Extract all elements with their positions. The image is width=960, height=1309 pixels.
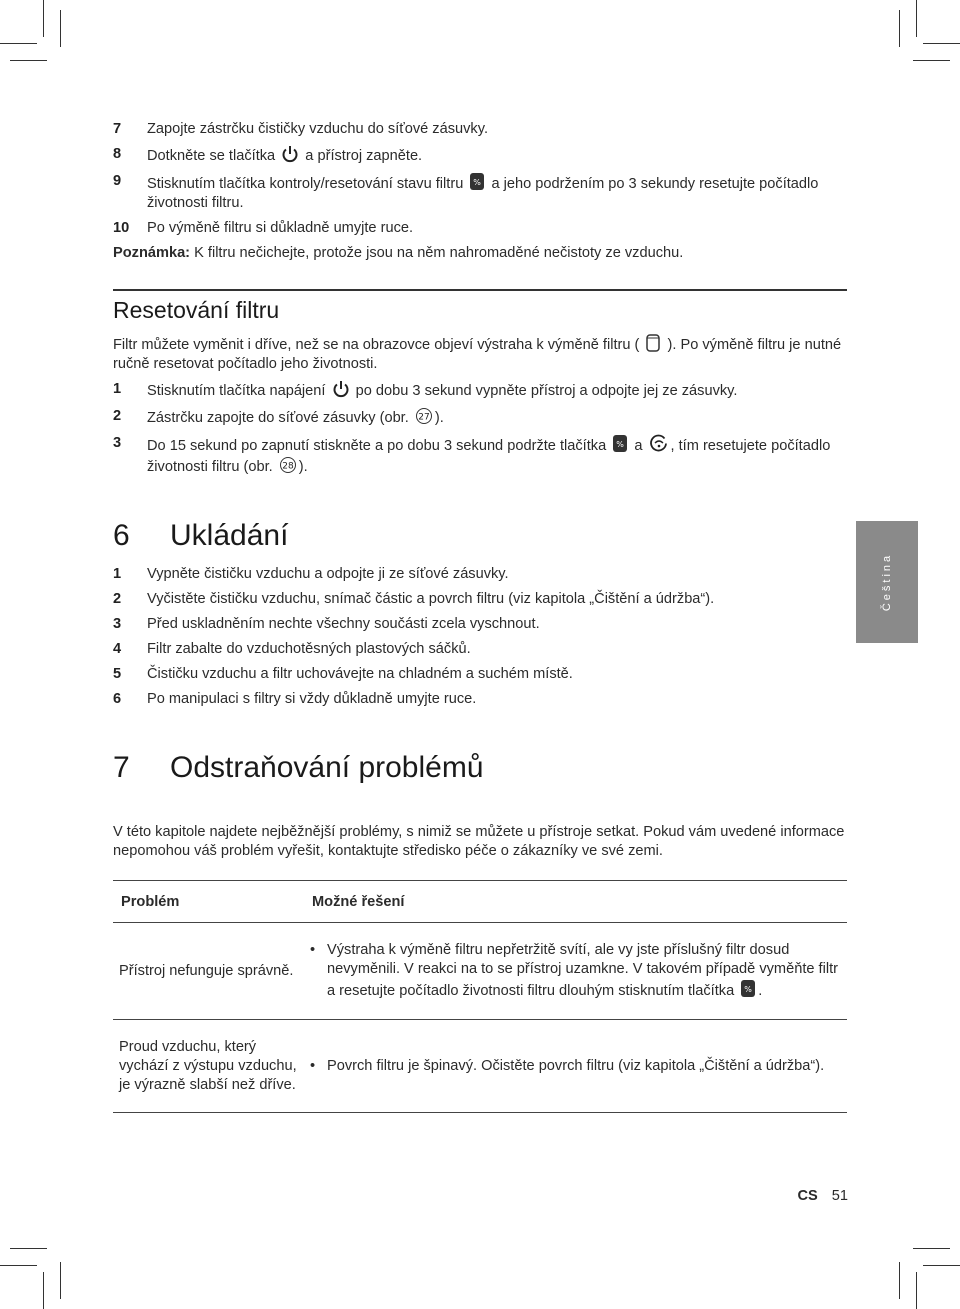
reset-intro: Filtr můžete vyměnit i dříve, než se na obrazovce objeví výstraha k výměně filtru ( ). Po výměně filtru je nutné ručně resetovat počítadlo jeho životnosti. — [113, 334, 847, 374]
step-text: Zapojte zástrčku čističky vzduchu do síťové zásuvky. — [147, 121, 488, 137]
chapter-title: Ukládání — [170, 519, 289, 552]
solution-cell — [304, 923, 847, 1020]
bullet: • — [310, 942, 316, 958]
step-7 — [113, 120, 847, 139]
storage-step: 5 Čističku vzduchu a filtr uchovávejte na chladném a suchém místě. — [113, 666, 573, 682]
troubleshooting-table — [113, 880, 847, 1113]
page-footer — [760, 1188, 848, 1204]
list-item: • Výstraha k výměně filtru nepřetržitě svítí, ale vy jste příslušný filtr dosud nevyměnili. V reakci na to se přístroj uzamkne. V takovém případě vyměňte filtr a resetujte počítadlo životnosti filtru dlouhým stisknutím tlačítka % . — [310, 942, 838, 999]
storage-step: 1 Vypněte čističku vzduchu a odpojte ji ze síťové zásuvky. — [113, 566, 509, 582]
language-code: CS — [797, 1188, 818, 1204]
crop-mark — [0, 1265, 37, 1266]
section-divider — [113, 289, 847, 291]
reset-step-3: 3 Do 15 sekund po zapnutí stiskněte a po dobu 3 sekund podržte tlačítka % a , tím resetujete počítadlo životnosti filtru (obr. 28 ). — [113, 435, 831, 475]
crop-mark — [916, 1272, 917, 1309]
crop-mark — [10, 1248, 47, 1249]
step-text: a přístroj zapněte. — [305, 148, 423, 164]
crop-mark — [43, 1272, 44, 1309]
note-label: Poznámka: — [113, 245, 191, 261]
wifi-reset-icon — [649, 434, 669, 453]
figure-number-badge — [415, 407, 433, 425]
crop-mark — [60, 10, 61, 47]
page-content — [113, 120, 847, 1113]
filter-reset-icon — [612, 434, 628, 453]
column-header: Možné řešení — [304, 881, 847, 923]
section-title: Resetování filtru — [113, 297, 280, 323]
chapter-heading — [113, 519, 847, 553]
svg-text:%: % — [616, 440, 625, 449]
crop-mark — [899, 1262, 900, 1299]
step-text: a jeho podržením po 3 sekundy resetujte počítadlo životnosti filtru. — [147, 176, 819, 211]
step-number: 7 — [113, 121, 122, 137]
crop-mark — [10, 60, 47, 61]
note-text: K filtru nečichejte, protože jsou na něm nahromaděné nečistoty ze vzduchu. — [194, 245, 684, 261]
crop-mark — [0, 43, 37, 44]
crop-mark — [923, 1265, 960, 1266]
chapter-title: Odstraňování problémů — [170, 751, 484, 784]
storage-step: 4 Filtr zabalte do vzduchotěsných plastových sáčků. — [113, 641, 471, 657]
step-9 — [113, 172, 847, 213]
step-number: 10 — [113, 220, 130, 236]
chapter-number: 6 — [113, 519, 130, 552]
crop-mark — [913, 1248, 950, 1249]
problem-cell: Proud vzduchu, který vychází z výstupu vzduchu, je výrazně slabší než dříve. — [113, 1020, 304, 1113]
filter-reset-icon — [469, 172, 485, 191]
column-header: Problém — [113, 881, 304, 923]
storage-step: 2 Vyčistěte čističku vzduchu, snímač částic a povrch filtru (viz kapitola „Čištění a údržba“). — [113, 591, 715, 607]
crop-mark — [916, 0, 917, 37]
crop-mark — [913, 60, 950, 61]
solution-cell — [304, 1020, 847, 1113]
troubleshooting-intro: V této kapitole najdete nejběžnější problémy, s nimiž se můžete u přístroje setkat. Pokud vám uvedené informace nepomohou váš problém vyřešit, kontaktujte středisko péče o zákazníky ve své zemi. — [113, 824, 845, 859]
language-label: Čeština — [881, 552, 893, 612]
reset-step-2: 2 Zástrčku zapojte do síťové zásuvky (obr. 27 ). — [113, 408, 444, 426]
page-number: 51 — [831, 1188, 848, 1204]
chapter-heading — [113, 751, 847, 785]
bullet: • — [310, 1057, 316, 1074]
reset-step-1: 1 Stisknutím tlačítka napájení po dobu 3 sekund vypněte přístroj a odpojte jej ze zásuvky. — [113, 381, 738, 399]
power-icon — [281, 145, 299, 163]
step-text: Dotkněte se tlačítka — [147, 148, 276, 164]
crop-mark — [923, 43, 960, 44]
svg-text:%: % — [744, 985, 753, 994]
list-item: • Povrch filtru je špinavý. Očistěte povrch filtru (viz kapitola „Čištění a údržba“). — [310, 1057, 825, 1074]
svg-text:27: 27 — [418, 412, 430, 423]
filter-reset-icon — [740, 979, 756, 998]
crop-mark — [899, 10, 900, 47]
svg-text:28: 28 — [282, 461, 294, 472]
crop-mark — [60, 1262, 61, 1299]
storage-step: 6 Po manipulaci s filtry si vždy důkladně umyjte ruce. — [113, 691, 477, 707]
problem-cell: Přístroj nefunguje správně. — [113, 923, 304, 1020]
table-row — [113, 1020, 847, 1113]
step-text: Po výměně filtru si důkladně umyjte ruce. — [147, 220, 414, 236]
step-text: Stisknutím tlačítka kontroly/resetování stavu filtru — [147, 176, 464, 192]
step-number: 9 — [113, 173, 122, 189]
storage-step: 3 Před uskladněním nechte všechny součásti zcela vyschnout. — [113, 616, 540, 632]
table-header-row — [113, 881, 847, 923]
step-number: 8 — [113, 146, 122, 162]
step-10 — [113, 219, 847, 238]
filter-icon — [645, 334, 661, 352]
step-8 — [113, 145, 847, 166]
table-row — [113, 923, 847, 1020]
note — [113, 244, 847, 263]
chapter-number: 7 — [113, 751, 130, 784]
figure-number-badge — [279, 456, 297, 474]
power-icon — [332, 380, 350, 398]
language-side-tab — [856, 521, 918, 643]
svg-text:%: % — [473, 178, 482, 187]
crop-mark — [43, 0, 44, 37]
